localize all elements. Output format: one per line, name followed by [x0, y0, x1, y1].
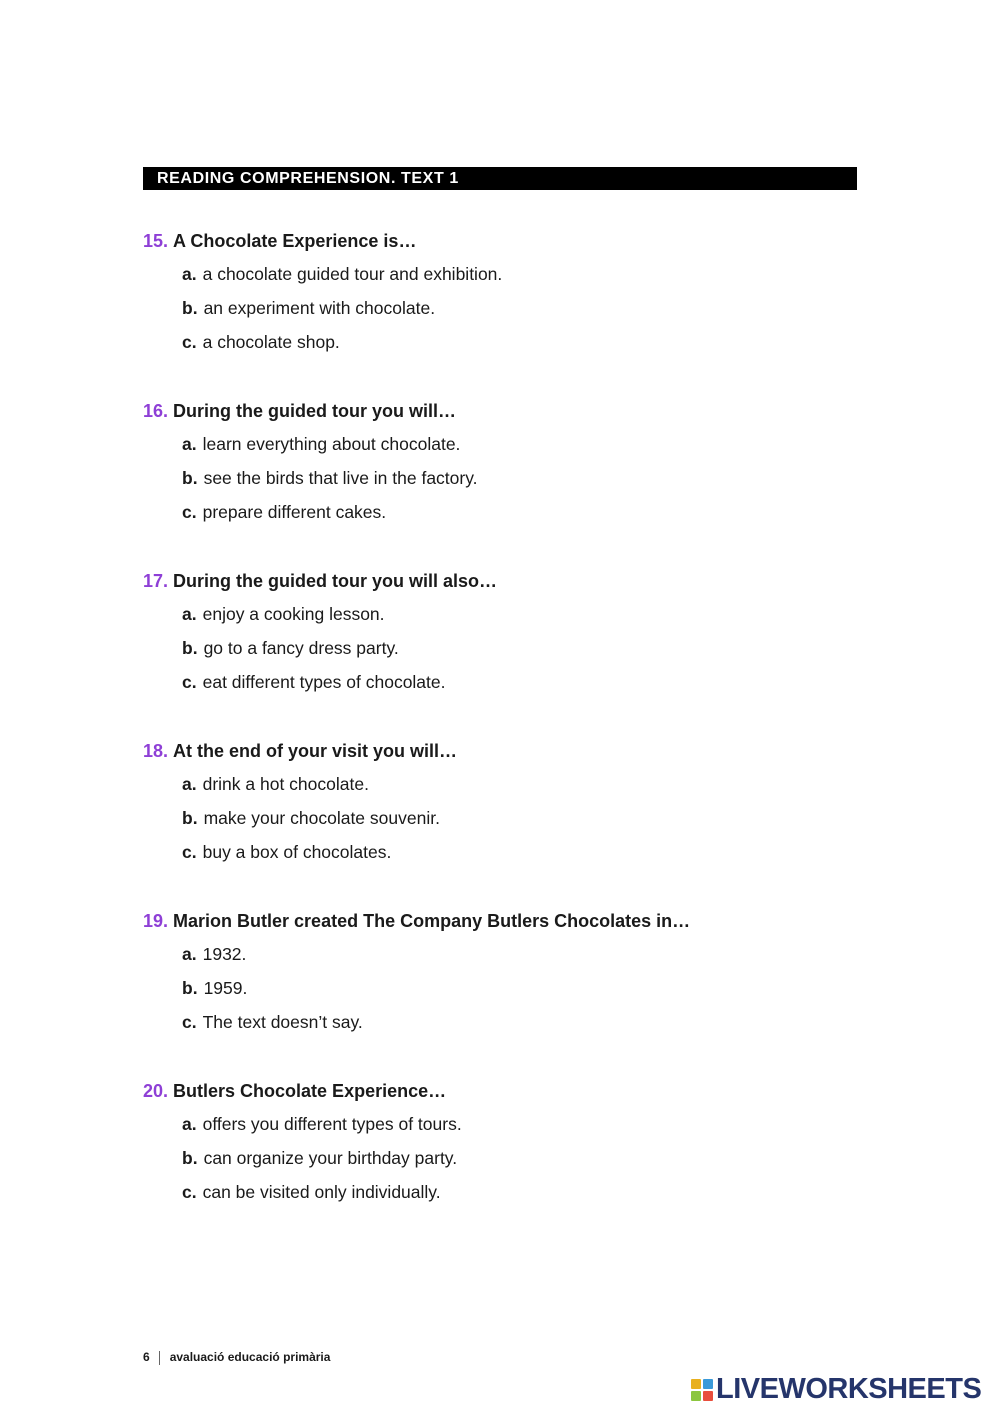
question-text: A Chocolate Experience is…	[173, 231, 417, 251]
option-b[interactable]	[182, 801, 863, 835]
option-text: make your chocolate souvenir.	[203, 808, 440, 828]
question-number: 20.	[143, 1081, 169, 1101]
question-line	[143, 908, 863, 934]
liveworksheets-logo-icon	[691, 1379, 713, 1401]
question-17	[143, 568, 863, 699]
option-text: drink a hot chocolate.	[202, 774, 369, 794]
question-15	[143, 228, 863, 359]
option-a[interactable]	[182, 257, 863, 291]
question-line	[143, 398, 863, 424]
option-a[interactable]	[182, 427, 863, 461]
option-text: prepare different cakes.	[202, 502, 387, 522]
option-letter: b.	[182, 808, 198, 828]
option-letter: c.	[182, 1012, 197, 1032]
option-text: buy a box of chocolates.	[202, 842, 392, 862]
option-letter: b.	[182, 468, 198, 488]
option-b[interactable]	[182, 291, 863, 325]
page-footer	[143, 1349, 330, 1365]
option-text: enjoy a cooking lesson.	[202, 604, 385, 624]
option-text: a chocolate shop.	[202, 332, 340, 352]
option-b[interactable]	[182, 461, 863, 495]
question-line	[143, 228, 863, 254]
option-a[interactable]	[182, 597, 863, 631]
option-letter: b.	[182, 638, 198, 658]
watermark-text: LIVEWORKSHEETS	[716, 1373, 982, 1405]
option-letter: a.	[182, 1114, 197, 1134]
question-text: Butlers Chocolate Experience…	[173, 1081, 447, 1101]
option-letter: b.	[182, 298, 198, 318]
option-letter: c.	[182, 502, 197, 522]
option-letter: c.	[182, 842, 197, 862]
question-line	[143, 738, 863, 764]
question-text: Marion Butler created The Company Butlers Chocolates in…	[173, 911, 691, 931]
option-c[interactable]	[182, 1005, 863, 1039]
option-letter: a.	[182, 944, 197, 964]
question-18	[143, 738, 863, 869]
option-a[interactable]	[182, 937, 863, 971]
option-text: The text doesn’t say.	[202, 1012, 363, 1032]
option-letter: a.	[182, 264, 197, 284]
question-16	[143, 398, 863, 529]
section-title: READING COMPREHENSION. TEXT 1	[157, 170, 459, 187]
question-text: During the guided tour you will also…	[173, 571, 498, 591]
option-c[interactable]	[182, 835, 863, 869]
option-c[interactable]	[182, 495, 863, 529]
question-19	[143, 908, 863, 1039]
option-letter: a.	[182, 774, 197, 794]
question-20	[143, 1078, 863, 1209]
question-number: 19.	[143, 911, 169, 931]
footer-divider	[159, 1351, 160, 1365]
question-text: At the end of your visit you will…	[173, 741, 458, 761]
option-a[interactable]	[182, 767, 863, 801]
question-number: 15.	[143, 231, 169, 251]
option-text: offers you different types of tours.	[202, 1114, 462, 1134]
footer-text: avaluació educació primària	[169, 1350, 331, 1364]
option-text: an experiment with chocolate.	[203, 298, 436, 318]
question-number: 17.	[143, 571, 169, 591]
option-letter: c.	[182, 672, 197, 692]
option-b[interactable]	[182, 631, 863, 665]
option-text: go to a fancy dress party.	[203, 638, 399, 658]
option-letter: c.	[182, 332, 197, 352]
option-c[interactable]	[182, 1175, 863, 1209]
option-text: see the birds that live in the factory.	[203, 468, 478, 488]
liveworksheets-watermark[interactable]	[691, 1373, 981, 1407]
option-letter: b.	[182, 978, 198, 998]
option-text: eat different types of chocolate.	[202, 672, 446, 692]
option-b[interactable]	[182, 971, 863, 1005]
option-letter: a.	[182, 434, 197, 454]
option-c[interactable]	[182, 325, 863, 359]
page-number: 6	[143, 1350, 150, 1364]
option-letter: a.	[182, 604, 197, 624]
option-text: 1932.	[202, 944, 247, 964]
option-a[interactable]	[182, 1107, 863, 1141]
question-text: During the guided tour you will…	[173, 401, 457, 421]
option-text: can be visited only individually.	[202, 1182, 441, 1202]
option-text: 1959.	[203, 978, 248, 998]
section-header-bar	[143, 167, 857, 190]
option-text: a chocolate guided tour and exhibition.	[202, 264, 503, 284]
option-c[interactable]	[182, 665, 863, 699]
question-number: 18.	[143, 741, 169, 761]
option-text: can organize your birthday party.	[203, 1148, 458, 1168]
question-line	[143, 568, 863, 594]
question-line	[143, 1078, 863, 1104]
option-text: learn everything about chocolate.	[202, 434, 461, 454]
option-letter: c.	[182, 1182, 197, 1202]
option-b[interactable]	[182, 1141, 863, 1175]
question-number: 16.	[143, 401, 169, 421]
option-letter: b.	[182, 1148, 198, 1168]
